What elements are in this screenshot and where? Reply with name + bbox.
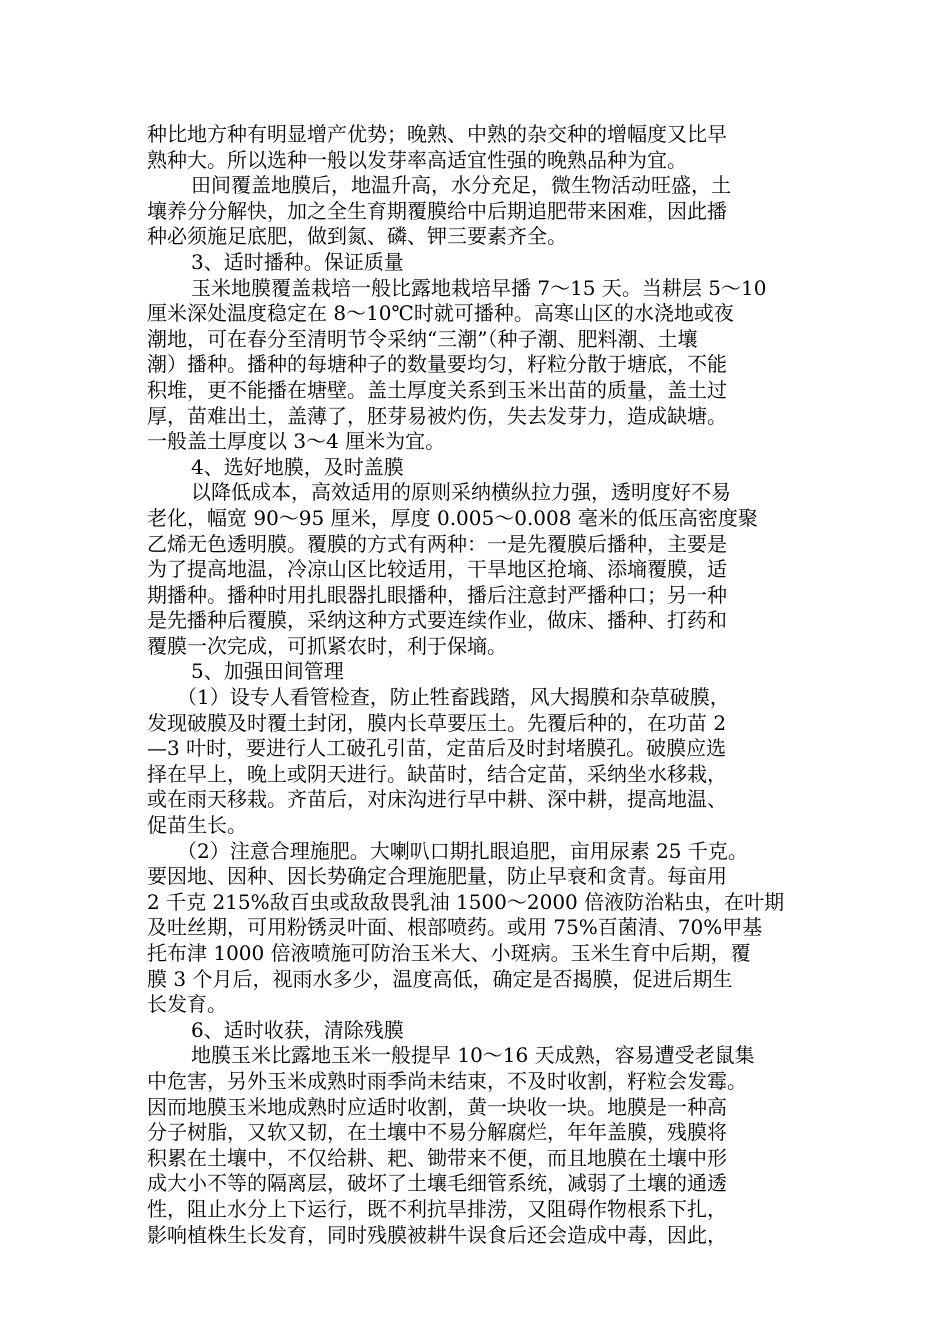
paragraph-start-line: 田间覆盖地膜后，地温升高，水分充足，微生物活动旺盛，土 bbox=[191, 173, 731, 198]
paragraph-start-line: 玉米地膜覆盖栽培一般比露地栽培早播 7～15 天。当耕层 5～10 bbox=[191, 275, 767, 300]
text-line: 种必须施足底肥，做到氮、磷、钾三要素齐全。 bbox=[147, 224, 567, 249]
text-line: 2 千克 215%敌百虫或敌敌畏乳油 1500～2000 倍液防治粘虫，在叶期 bbox=[147, 889, 785, 914]
text-line: 为了提高地温，冷凉山区比较适用，干旱地区抢墒、添墒覆膜，适 bbox=[147, 557, 727, 582]
text-line: 潮）播种。播种的每塘种子的数量要均匀，籽粒分散于塘底，不能 bbox=[147, 352, 727, 377]
text-line: —3 叶时，要进行人工破孔引苗，定苗后及时封堵膜孔。破膜应选 bbox=[147, 736, 727, 761]
text-line: 壤养分分解快，加之全生育期覆膜给中后期追肥带来困难，因此播 bbox=[147, 198, 727, 223]
section-heading: 3、适时播种。保证质量 bbox=[191, 249, 404, 274]
text-line: 期播种。播种时用扎眼器扎眼播种，播后注意封严播种口；另一种 bbox=[147, 582, 727, 607]
text-line: 潮地，可在春分至清明节令采纳“三潮”（种子潮、肥料潮、土壤 bbox=[147, 326, 698, 351]
section-heading: 4、选好地膜，及时盖膜 bbox=[191, 454, 404, 479]
paragraph-start-line: 地膜玉米比露地玉米一般提早 10～16 天成熟，容易遭受老鼠集 bbox=[191, 1043, 755, 1068]
section-heading: 6、适时收获，清除残膜 bbox=[191, 1017, 404, 1042]
section-heading: 5、加强田间管理 bbox=[191, 659, 344, 684]
text-line: 一般盖土厚度以 3～4 厘米为宜。 bbox=[147, 429, 446, 454]
text-line: 积累在土壤中，不仅给耕、耙、锄带来不便，而且地膜在土壤中形 bbox=[147, 1145, 727, 1170]
text-line: 乙烯无色透明膜。覆膜的方式有两种：一是先覆膜后播种，主要是 bbox=[147, 531, 727, 556]
text-line: 因而地膜玉米地成熟时应适时收割，黄一块收一块。地膜是一种高 bbox=[147, 1094, 727, 1119]
text-line: 成大小不等的隔离层，破坏了土壤毛细管系统，减弱了土壤的通透 bbox=[147, 1171, 727, 1196]
paragraph-start-line: （2）注意合理施肥。大喇叭口期扎眼追肥，亩用尿素 25 千克。 bbox=[177, 838, 748, 863]
paragraph-start-line: （1）设专人看管检查，防止牲畜践踏，风大揭膜和杂草破膜， bbox=[177, 685, 730, 710]
text-line: 促苗生长。 bbox=[147, 813, 247, 838]
text-line: 熟种大。所以选种一般以发芽率高适宜性强的晚熟品种为宜。 bbox=[147, 147, 687, 172]
text-line: 择在早上，晚上或阴天进行。缺苗时，结合定苗，采纳坐水移栽， bbox=[147, 761, 727, 786]
text-line: 老化，幅宽 90～95 厘米，厚度 0.005～0.008 毫米的低压高密度聚 bbox=[147, 505, 758, 530]
text-line: 影响植株生长发育，同时残膜被耕牛误食后还会造成中毒，因此， bbox=[147, 1222, 727, 1247]
text-line: 膜 3 个月后，视雨水多少，温度高低，确定是否揭膜，促进后期生 bbox=[147, 966, 733, 991]
text-line: 或在雨天移栽。齐苗后，对床沟进行早中耕、深中耕，提高地温、 bbox=[147, 787, 727, 812]
text-line: 厚，苗难出土，盖薄了，胚芽易被灼伤，失去发芽力，造成缺塘。 bbox=[147, 403, 727, 428]
text-line: 性，阻止水分上下运行，既不利抗旱排涝，又阻碍作物根系下扎， bbox=[147, 1196, 727, 1221]
text-line: 种比地方种有明显增产优势；晚熟、中熟的杂交种的增幅度又比早 bbox=[147, 122, 727, 146]
body-text bbox=[147, 122, 812, 1248]
text-line: 托布津 1000 倍液喷施可防治玉米大、小斑病。玉米生育中后期，覆 bbox=[147, 941, 751, 965]
text-line: 中危害，另外玉米成熟时雨季尚未结束，不及时收割，籽粒会发霉。 bbox=[147, 1068, 747, 1093]
text-line: 积堆，更不能播在塘壁。盖土厚度关系到玉米出苗的质量，盖土过 bbox=[147, 377, 727, 402]
text-line: 发现破膜及时覆土封闭，膜内长草要压土。先覆后种的，在功苗 2 bbox=[147, 710, 727, 735]
text-line: 分子树脂，又软又韧，在土壤中不易分解腐烂，年年盖膜，残膜将 bbox=[147, 1120, 727, 1145]
text-line: 是先播种后覆膜，采纳这种方式要连续作业，做床、播种、打药和 bbox=[147, 608, 727, 633]
paragraph-start-line: 以降低成本，高效适用的原则采纳横纵拉力强，透明度好不易 bbox=[191, 480, 731, 505]
text-line: 及吐丝期，可用粉锈灵叶面、根部喷药。或用 75%百菌清、70%甲基 bbox=[147, 915, 763, 940]
text-line: 长发育。 bbox=[147, 992, 227, 1017]
text-line: 覆膜一次完成，可抓紧农时，利于保墒。 bbox=[147, 633, 507, 658]
text-line: 厘米深处温度稳定在 8～10℃时就可播种。高寒山区的水浇地或夜 bbox=[147, 301, 734, 326]
text-line: 要因地、因种、因长势确定合理施肥量，防止早衰和贪青。每亩用 bbox=[147, 864, 727, 889]
